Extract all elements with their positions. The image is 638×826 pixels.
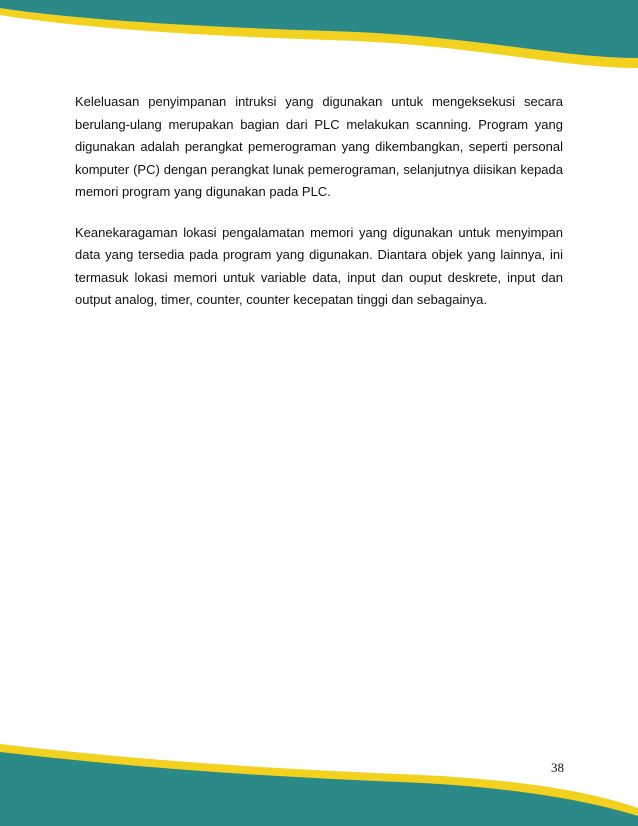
paragraph-addressing: Keanekaragaman lokasi pengalamatan memori yang digunakan untuk menyimpan data yang tersedia pada program yang digunakan. Diantara objek yang lainnya, ini termasuk lokasi memori untuk variable data, input dan ouput deskrete, input dan output analog, timer, counter, counter kecepatan tinggi dan sebagainya. <box>75 224 563 307</box>
footer-wave-decoration <box>0 726 638 826</box>
header-wave-decoration <box>0 0 638 80</box>
header-wave-teal <box>0 0 638 58</box>
document-body <box>75 91 563 312</box>
paragraph-storage: Keleluasan penyimpanan intruksi yang digunakan untuk mengeksekusi secara berulang-ulang merupakan bagian dari PLC melakukan scanning. Program yang digunakan adalah perangkat pemerograman yang dikembangkan, seperti personal komputer (PC) dengan perangkat lunak pemerograman, selanjutnya diisikan kepada memori program yang digunakan pada PLC. <box>75 94 563 199</box>
page-number: 38 <box>551 760 564 775</box>
